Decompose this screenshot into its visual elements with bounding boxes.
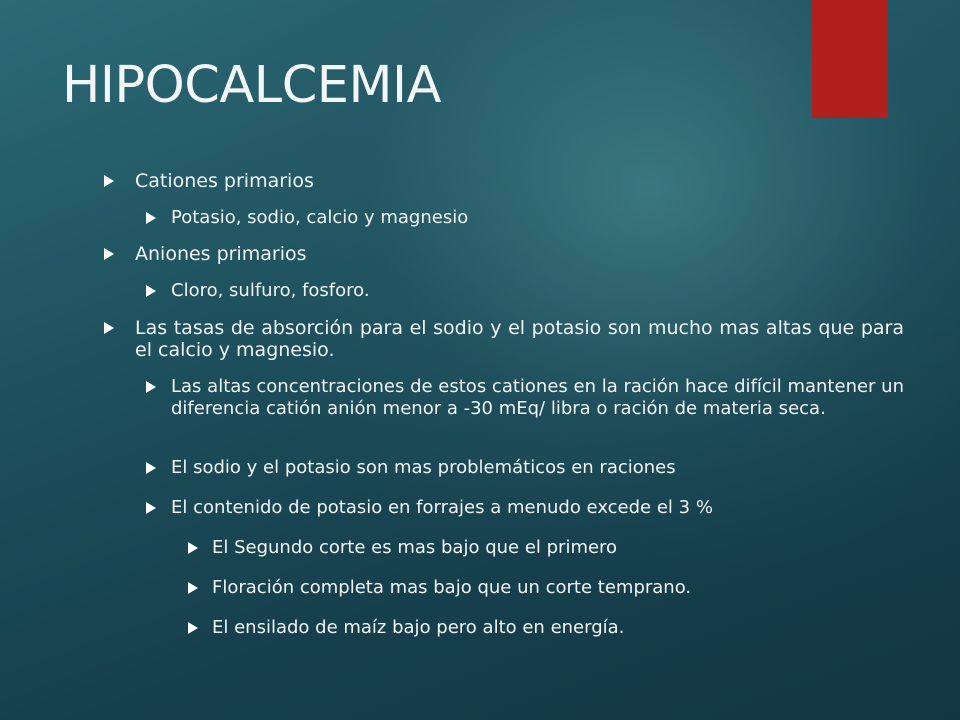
triangle-bullet-icon xyxy=(104,248,114,260)
bullet-text: Aniones primarios xyxy=(135,243,307,265)
bullet-item xyxy=(146,457,676,479)
bullet-text: El ensilado de maíz bajo pero alto en energía. xyxy=(212,617,625,638)
bullet-text: Las tasas de absorción para el sodio y el potasio son mucho mas altas que para el calcio y magnesio. xyxy=(135,317,904,361)
bullet-item xyxy=(104,170,314,192)
triangle-bullet-icon xyxy=(146,502,156,514)
triangle-bullet-icon xyxy=(188,622,198,634)
triangle-bullet-icon xyxy=(188,542,198,554)
triangle-bullet-icon xyxy=(146,462,156,474)
bullet-item xyxy=(146,497,713,519)
bullet-text: Cloro, sulfuro, fosforo. xyxy=(171,280,370,301)
bullet-item xyxy=(104,317,904,361)
bullet-text: Potasio, sodio, calcio y magnesio xyxy=(171,207,469,228)
triangle-bullet-icon xyxy=(146,212,156,224)
triangle-bullet-icon xyxy=(146,285,156,297)
bullet-item xyxy=(146,207,468,229)
bullet-item xyxy=(188,617,624,639)
triangle-bullet-icon xyxy=(188,582,198,594)
bullet-text: Floración completa mas bajo que un corte temprano. xyxy=(212,577,692,598)
accent-bar xyxy=(812,0,888,118)
slide-title: HIPOCALCEMIA xyxy=(62,56,441,115)
bullet-text: El Segundo corte es mas bajo que el primero xyxy=(212,537,618,558)
triangle-bullet-icon xyxy=(104,175,114,187)
bullet-item xyxy=(146,376,904,420)
bullet-item xyxy=(188,537,617,559)
bullet-text: Cationes primarios xyxy=(135,170,314,192)
triangle-bullet-icon xyxy=(146,381,156,393)
triangle-bullet-icon xyxy=(104,322,114,334)
bullet-item xyxy=(188,577,691,599)
bullet-text: El contenido de potasio en forrajes a menudo excede el 3 % xyxy=(171,497,713,518)
bullet-text: El sodio y el potasio son mas problemáticos en raciones xyxy=(171,457,676,478)
bullet-item xyxy=(104,243,307,265)
bullet-text: Las altas concentraciones de estos cationes en la ración hace difícil mantener un diferencia catión anión menor a -30 mEq/ libra o ración de materia seca. xyxy=(171,376,904,419)
bullet-item xyxy=(146,280,370,302)
